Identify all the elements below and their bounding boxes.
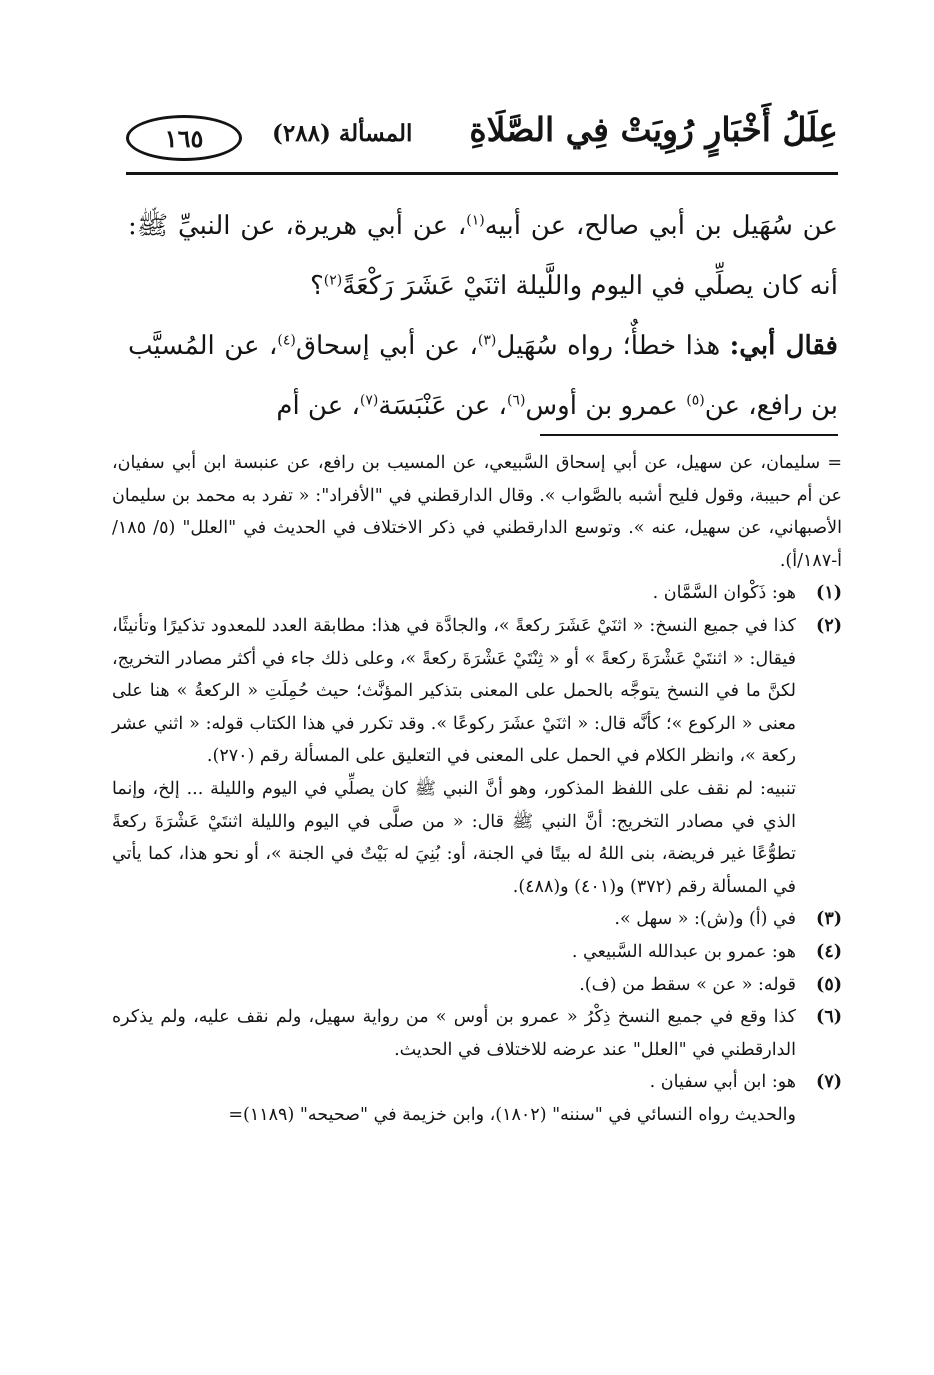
main-text-span: عن سُهَيل بن أبي صالح، عن أبيه xyxy=(484,211,838,241)
footnote-number: (٥) xyxy=(816,974,842,995)
footnote-ref-4: (٤) xyxy=(277,332,296,349)
footnote-trailing xyxy=(112,1099,842,1132)
main-paragraph-2 xyxy=(128,316,838,436)
page-header xyxy=(126,100,838,178)
main-text-span: ، عن عَنْبَسَة xyxy=(378,391,507,421)
page-number: ١٦٥ xyxy=(164,123,204,153)
footnote-ref-3: (٣) xyxy=(477,332,497,349)
footnote-text: كذا وقع في جميع النسخ ذِكْرُ « عمرو بن أوس » من رواية سهيل، ولم نقف عليه، ولم يذكره الدارقطني في "العلل" عند عرضه للاختلاف في الحديث. xyxy=(112,1007,796,1060)
book-title: عِلَلُ أَخْبَارٍ رُوِيَتْ فِي الصَّلَاةِ xyxy=(469,110,838,149)
footnote-3 xyxy=(112,903,842,936)
footnote-2 xyxy=(112,610,842,773)
footnote-number: (٦) xyxy=(816,1007,842,1028)
footnote-text: هو: ذَكْوان السَّمَّان . xyxy=(652,583,796,604)
footnote-ref-7: (٧) xyxy=(359,392,379,409)
footnote-number xyxy=(796,773,842,903)
main-text-span: ، عن أبي هريرة، عن النبيِّ ﷺ: أنه كان يصلِّي في اليوم واللَّيلة اثنَيْ عَشَرَ رَكْعَةً xyxy=(128,211,838,301)
speaker-lead: فقال أبي: xyxy=(729,331,838,361)
main-paragraph-1 xyxy=(128,196,838,316)
issue-label: المسألة (٢٨٨) xyxy=(272,120,413,147)
footnote-text: هو: عمرو بن عبدالله السَّبيعي . xyxy=(571,941,796,962)
footnote-2-note xyxy=(112,773,842,903)
footnote-number: (٤) xyxy=(816,941,842,962)
main-text-span: ، عن المُسيَّب بن رافع، عن xyxy=(128,331,838,421)
page-number-oval xyxy=(126,115,242,161)
footnote-number: (٢) xyxy=(816,615,842,636)
footnote-text: والحديث رواه النسائي في "سننه" (١٨٠٢)، وابن خزيمة في "صحيحه" (١١٨٩)= xyxy=(228,1104,796,1125)
footnote-4 xyxy=(112,936,842,969)
footnote-5 xyxy=(112,969,842,1002)
main-text-span: عمرو بن أوس xyxy=(525,391,687,421)
footnote-ref-5: (٥) xyxy=(686,392,705,409)
footnote-text: هو: ابن أبي سفيان . xyxy=(649,1072,796,1093)
main-text-span: هذا خطأٌ؛ رواه سُهَيل xyxy=(496,331,730,361)
footnote-7 xyxy=(112,1066,842,1099)
footnote-text: تنبيه: لم نقف على اللفظ المذكور، وهو أنَّ النبي ﷺ كان يصلِّي في اليوم والليلة ... إلخ، وإنما الذي في مصادر التخريج: أنَّ النبي ﷺ قال: « من صلَّى في اليوم والليلة اثنتَيْ عَشْرَةَ ركعةً تطوُّعًا غير فريضة، بنى اللهُ له بيتًا في الجنة، أو: بُنِيَ له بَيْتٌ في الجنة »، أو نحو هذا، كما يأتي في المسألة رقم (٣٧٢) و(٤٠١) و(٤٨٨). xyxy=(112,778,796,897)
footnote-6 xyxy=(112,1001,842,1066)
footnote-ref-6: (٦) xyxy=(506,392,526,409)
footnote-number: (٣) xyxy=(816,909,842,930)
footnote-ref-1: (١) xyxy=(466,212,485,229)
main-text xyxy=(128,196,838,436)
footnote-number: (١) xyxy=(816,583,842,604)
footnote-text: كذا في جميع النسخ: « اثنَيْ عَشَرَ ركعةً »، والجادَّة في هذا: مطابقة العدد للمعدود تذكيرًا وتأنيثًا، فيقال: « اثنتَيْ عَشْرَةَ ركعةً » أو « ثِنْتَيْ عَشْرَةَ ركعةً »، وعلى ذلك جاء في أكثر مصادر التخريج، لكنَّ ما في النسخ يتوجَّه بالحمل على المعنى بتذكير المؤنَّث؛ حيث حُمِلَتِ « الركعةُ » هنا على معنى « الركوع »؛ كأنَّه قال: « اثنَيْ عشَرَ ركوعًا ». وقد تكرر في هذا الكتاب قوله: « اثني عشر ركعة »، وانظر الكلام في الحمل على المعنى في التعليق على المسألة رقم (٢٧٠). xyxy=(112,615,796,767)
main-text-span: ، عن أم xyxy=(276,391,360,421)
footnote-number: (٧) xyxy=(816,1072,842,1093)
footnote-1 xyxy=(112,577,842,610)
footnote-continuation: = سليمان، عن سهيل، عن أبي إسحاق السَّبيعي، عن المسيب بن رافع، عن عنبسة ابن أبي سفيان، عن أم حبيبة، وقول فليح أشبه بالصَّواب ». وقال الدارقطني في "الأفراد": « تفرد به محمد بن سليمان الأصبهاني، عن سهيل، عنه ». وتوسع الدارقطني في ذكر الاختلاف في الحديث في "العلل" (٥/ ١٨٥/أ-١٨٧/أ). xyxy=(112,453,842,571)
header-rule xyxy=(126,172,838,175)
footnotes xyxy=(112,447,842,1131)
footnote-separator xyxy=(540,434,838,436)
footnote-ref-2: (٢) xyxy=(323,272,343,289)
footnote-number-spacer xyxy=(796,1099,842,1132)
footnote-text: في (أ) و(ش): « سهل ». xyxy=(614,909,796,930)
footnote-text: قوله: « عن » سقط من (ف). xyxy=(579,974,796,995)
main-text-span: ؟ xyxy=(309,271,324,301)
main-text-span: ، عن أبي إسحاق xyxy=(295,331,478,361)
